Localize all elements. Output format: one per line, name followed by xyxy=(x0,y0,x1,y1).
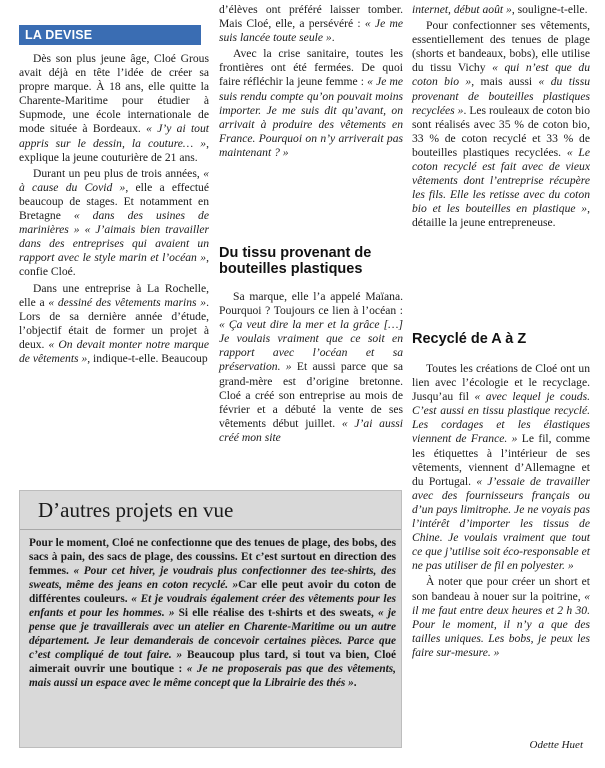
divider xyxy=(20,529,401,530)
quote-text: « Je me suis rendu compte qu’on pouvait moins importer. Je me suis dit qu’avant, on arrivait à produire des vêtements en France. Pourquoi on n’y arriverait pas maintenant ? » xyxy=(219,75,403,159)
quote-text: « J’essaie de travailler avec des fournisseurs français ou d’un pays limitrophe. Je ne voyais pas l’intérêt d’importer les tissus de Chine. Je voulais vraiment que tout ce que j’utilise soit éco-responsable et ne pas utiliser de fil en polyester. » xyxy=(412,474,591,573)
body-text: . xyxy=(353,677,357,690)
quote-text: « Je me suis lancée toute seule » xyxy=(219,17,403,45)
paragraph xyxy=(412,3,590,17)
quote-text: « Le coton recyclé est fait avec de vieux vêtements dont l’entreprise récupère les fils. Elle les retisse avec du coton bio et les bouteilles en plastique » xyxy=(412,145,590,216)
quote-text: « qui n’est que du coton bio » xyxy=(412,61,591,89)
body-text: Toutes les créations de Cloé ont un lien avec l’écologie et le recyclage. Jusqu’au fil xyxy=(412,362,590,404)
column-2-lower xyxy=(219,290,403,447)
quote-text: « Pour cet hiver, je voudrais plus confectionner des tee-shirts, des sweats, même des jeans en coton recyclé. » xyxy=(29,565,397,592)
subheading: Du tissu provenant de bouteilles plastiques xyxy=(219,245,372,277)
body-text: À noter que pour créer un short et son bandeau à nouer sur la poitrine, xyxy=(412,575,590,603)
body-text: , confie Cloé. xyxy=(19,251,209,279)
quote-text: « il me faut entre deux heures et 2 h 30. Pour le moment, il n’y a que des tailles uniques. Les bobs, je peux les faire sur-mesure. » xyxy=(412,589,590,659)
sidebar-body xyxy=(29,536,396,691)
quote-text: « dessiné des vêtements marins » xyxy=(48,295,207,309)
body-text: . Les rouleaux de coton bio sont réalisés avec 35 % de coton bio, 33 % de coton recyclé et 33 % de bouteilles plastiques recyclées. xyxy=(412,103,590,159)
body-text: Pour le moment, Cloé ne confectionne que des tenues de plage, des bobs, des sacs à pain, des sacs de plage, des coussins. Et c’est surtout en direction des femmes. xyxy=(29,537,396,578)
sidebar-box xyxy=(19,490,402,748)
column-3-lower xyxy=(412,362,590,662)
paragraph xyxy=(19,167,209,280)
body-text: , indique-t-elle. Beaucoup xyxy=(87,351,208,365)
body-text: Dans une entreprise à La Rochelle, elle a xyxy=(19,281,209,309)
body-text: . Lors de sa dernière année d’étude, l’objectif était de former un projet à deux. xyxy=(19,295,209,351)
body-text: Car elle peut avoir du coton de différentes couleurs. xyxy=(29,579,396,606)
paragraph xyxy=(219,3,403,45)
quote-text: « Je ne proposerais pas que des vêtements, mais aussi un espace avec le même concept que la Librairie des thés » xyxy=(29,663,396,690)
body-text: Dès son plus jeune âge, Cloé Grous avait déjà en tête l’idée de créer sa propre marque. À 18 ans, elle quitte la Charente-Maritime pour étudier à Supmode, une école internationale de mode située à Bordeaux. xyxy=(19,52,209,136)
body-text: Beaucoup plus tard, si tout va bien, Cloé aimerait ouvrir une boutique : xyxy=(29,649,396,676)
paragraph xyxy=(29,536,396,691)
quote-text: « J’y ai tout appris sur le dessin, la couture… » xyxy=(19,122,210,150)
quote-text: internet, début août » xyxy=(412,3,512,16)
quote-text: « à cause du Covid » xyxy=(19,166,209,194)
paragraph xyxy=(19,282,209,367)
paragraph xyxy=(219,290,403,445)
body-text: Si elle réalise des t-shirts et des sweats, xyxy=(174,607,379,620)
body-text: , souligne-t-elle. xyxy=(511,3,588,16)
quote-text: « je pense que je travaillerais avec un atelier en Charente-Maritime ou un autre département. Je leur demanderais de concevoir certaines pièces. Parce que c’est compliqué de tout faire. » xyxy=(29,607,396,662)
quote-text: « J’ai aussi créé mon site xyxy=(219,416,403,444)
quote-text: « Et je voudrais également créer des vêtements pour les enfants et pour les hommes. » xyxy=(29,593,396,620)
quote-text: « Ça veut dire la mer et la grâce […] Je voulais vraiment que ce soit en rapport avec l’océan et sa préservation. » xyxy=(219,318,403,374)
body-text: Sa marque, elle l’a appelé Maïana. Pourquoi ? Toujours ce lien à l’océan : xyxy=(219,290,403,318)
column-1 xyxy=(19,52,209,368)
body-text: Pour confectionner ses vêtements, essentiellement des tenues de plage (shorts et bandeaux, bobs), elle utilise du tissu Vichy xyxy=(412,19,590,75)
body-text: d’élèves ont préféré laisser tomber. Mais Cloé, elle, a persévéré : xyxy=(219,3,403,31)
quote-text: « avec lequel je couds. C’est aussi en tissu plastique recyclé. Les cordages et les élastiques viennent de France. » xyxy=(412,390,590,446)
section-label: LA DEVISE xyxy=(19,25,201,45)
quote-text: « du tissu provenant de bouteilles plastiques recyclées » xyxy=(412,75,591,117)
paragraph xyxy=(219,47,403,160)
body-text: Durant un peu plus de trois années, xyxy=(33,166,204,180)
body-text: Avec la crise sanitaire, toutes les frontières ont été fermées. De quoi faire réfléchir la jeune femme : xyxy=(219,47,403,89)
body-text: , elle a effectué beaucoup de stages. Et notamment en Bretagne xyxy=(19,180,209,223)
body-text: Le fil, comme les étiquettes à l’intérieur de ses vêtements, viennent d’Allemagne et du Portugal. xyxy=(412,432,590,488)
paragraph xyxy=(412,362,590,573)
column-2 xyxy=(219,3,403,162)
body-text: Et aussi parce que sa grand-mère est d’origine bretonne. Cloé a créé son entreprise au mois de février et a débuté la vente de ses vêtements début juillet. xyxy=(219,360,403,430)
paragraph xyxy=(412,575,590,660)
body-text: , détaille la jeune entrepreneuse. xyxy=(412,202,590,230)
sidebar-title: D’autres projets en vue xyxy=(38,498,234,522)
body-text: . xyxy=(331,31,335,45)
subheading: Recyclé de A à Z xyxy=(412,331,527,347)
paragraph xyxy=(19,52,209,165)
quote-text: « dans des usines de marinières » « J’aimais bien travailler dans des entreprises qui avaient un rapport avec le style marin et l’océan » xyxy=(19,209,209,265)
paragraph xyxy=(412,19,590,230)
column-3 xyxy=(412,3,590,233)
byline: Odette Huet xyxy=(529,739,583,751)
body-text: , mais aussi xyxy=(471,75,539,89)
quote-text: « On devait monter notre marque de vêtements » xyxy=(19,337,209,365)
body-text: , explique la jeune couturière de 21 ans. xyxy=(19,136,209,164)
